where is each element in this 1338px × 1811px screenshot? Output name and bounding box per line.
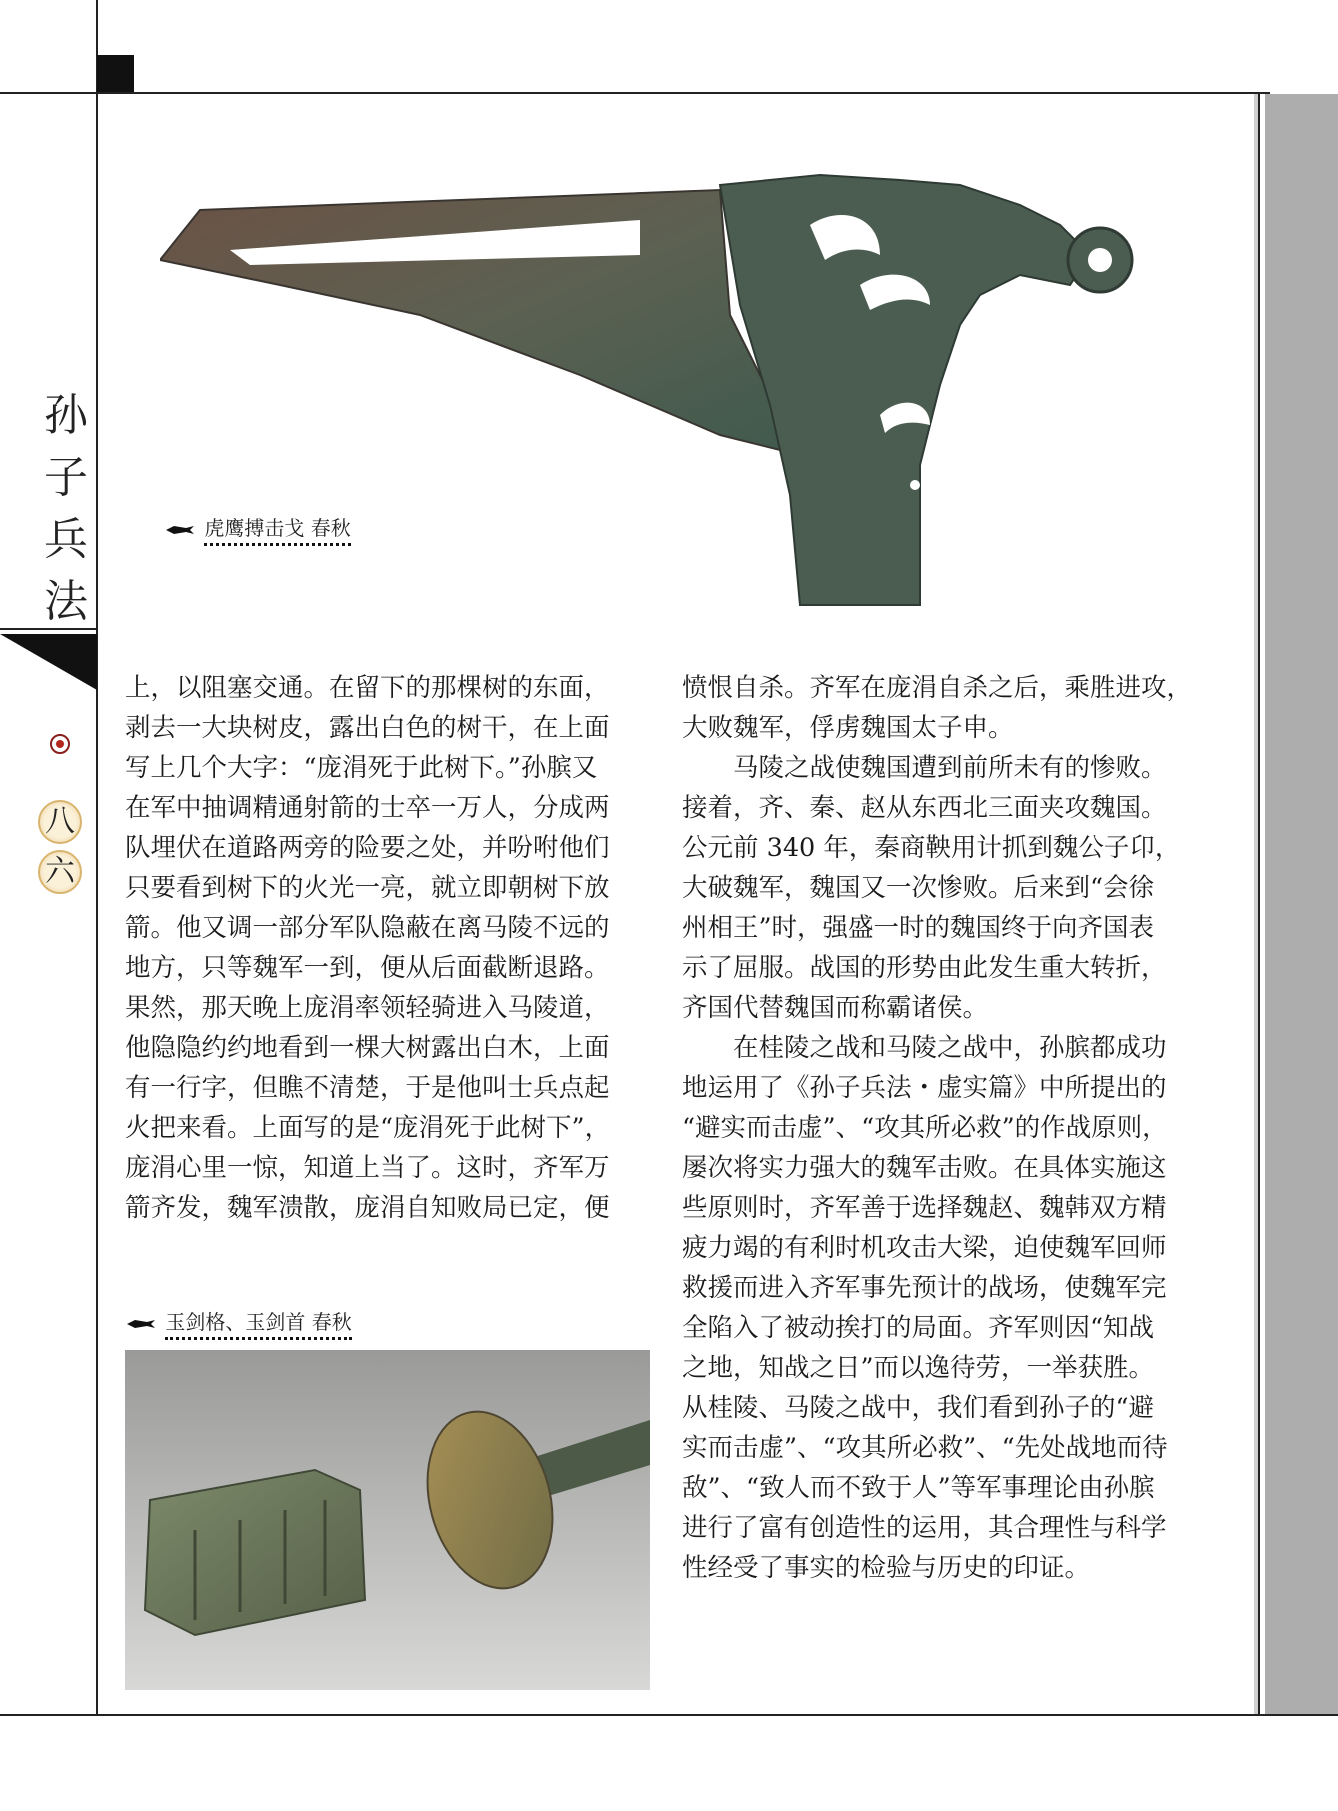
text-line: 在桂陵之战和马陵之战中，孙膑都成功: [682, 1033, 1167, 1063]
text-line: 接着，齐、秦、赵从东西北三面夹攻魏国。: [682, 793, 1167, 823]
left-text-column: [125, 668, 640, 1228]
text-line: 示了屈服。战国的形势由此发生重大转折，: [682, 953, 1167, 983]
text-line: 写上几个大字：“庞涓死于此树下。”孙膑又: [125, 753, 598, 783]
jade-sword-fittings-image: [125, 1350, 650, 1690]
caption-text: 玉剑格、玉剑首 春秋: [165, 1310, 351, 1340]
text-line: 火把来看。上面写的是“庞涓死于此树下”，: [125, 1113, 611, 1143]
text-line: 马陵之战使魏国遭到前所未有的惨败。: [682, 753, 1167, 783]
text-line: 齐国代替魏国而称霸诸侯。: [682, 993, 989, 1023]
text-line: 之地，知战之日”而以逸待劳，一举获胜。: [682, 1353, 1155, 1383]
text-line: 愤恨自杀。齐军在庞涓自杀之后，乘胜进攻，: [682, 673, 1193, 703]
frame-left-rule: [96, 0, 98, 1715]
right-text-column: [682, 668, 1197, 1588]
page-number-char: 六: [38, 850, 82, 894]
text-line: 地方，只等魏军一到，便从后面截断退路。: [125, 953, 610, 983]
text-line: 只要看到树下的火光一亮，就立即朝树下放: [125, 873, 610, 903]
corner-marker: [97, 55, 134, 92]
fish-ornament-icon: [127, 1319, 155, 1329]
frame-top-rule: [0, 92, 1270, 94]
text-line: 屡次将实力强大的魏军击败。在具体实施这: [682, 1153, 1167, 1183]
fish-ornament-icon: [166, 525, 194, 535]
text-line: 有一行字，但瞧不清楚，于是他叫士兵点起: [125, 1073, 610, 1103]
book-title-char: 兵: [44, 514, 88, 565]
frame-bottom-rule: [0, 1714, 1338, 1716]
text-line: 大破魏军，魏国又一次惨败。后来到“会徐: [682, 873, 1155, 903]
text-line: 性经受了事实的检验与历史的印证。: [682, 1553, 1091, 1583]
page-edge-shadow: [1254, 94, 1258, 1714]
text-line: “避实而击虚”、“攻其所必救”的作战原则，: [682, 1113, 1168, 1143]
caption-text: 虎鹰搏击戈 春秋: [204, 516, 350, 546]
text-line: 队埋伏在道路两旁的险要之处，并吩咐他们: [125, 833, 610, 863]
text-line: 救援而进入齐军事先预计的战场，使魏军完: [682, 1273, 1167, 1303]
text-line: 上，以阻塞交通。在留下的那棵树的东面，: [125, 673, 610, 703]
text-line: 剥去一大块树皮，露出白色的树干，在上面: [125, 713, 610, 743]
text-line: 地运用了《孙子兵法・虚实篇》中所提出的: [682, 1073, 1167, 1103]
text-line: 在军中抽调精通射箭的士卒一万人，分成两: [125, 793, 610, 823]
top-figure-caption: [166, 512, 351, 541]
text-line: 箭齐发，魏军溃散，庞涓自知败局已定，便: [125, 1193, 610, 1223]
text-line: 公元前 340 年，秦商鞅用计抓到魏公子卬，: [682, 833, 1181, 863]
book-title-char: 孙: [44, 390, 88, 441]
text-line: 实而击虚”、“攻其所必救”、“先处战地而待: [682, 1433, 1168, 1463]
text-line: 些原则时，齐军善于选择魏赵、魏韩双方精: [682, 1193, 1167, 1223]
frame-right-rule: [1258, 92, 1260, 1715]
book-title-char: 法: [44, 576, 88, 627]
text-line: 从桂陵、马陵之战中，我们看到孙子的“避: [682, 1393, 1155, 1423]
page-edge-strip: [1265, 94, 1338, 1714]
text-line: 庞涓心里一惊，知道上当了。这时，齐军万: [125, 1153, 610, 1183]
text-line: 箭。他又调一部分军队隐蔽在离马陵不远的: [125, 913, 610, 943]
text-line: 州相王”时，强盛一时的魏国终于向齐国表: [682, 913, 1155, 943]
text-line: 进行了富有创造性的运用，其合理性与科学: [682, 1513, 1167, 1543]
title-tab-shape: [0, 630, 97, 690]
text-line: 果然，那天晚上庞涓率领轻骑进入马陵道，: [125, 993, 610, 1023]
text-line: 疲力竭的有利时机攻击大梁，迫使魏军回师: [682, 1233, 1167, 1263]
text-line: 全陷入了被动挨打的局面。齐军则因“知战: [682, 1313, 1155, 1343]
book-title-char: 子: [44, 452, 88, 503]
text-line: 他隐隐约约地看到一棵大树露出白木，上面: [125, 1033, 610, 1063]
page-bullet-icon: [50, 734, 70, 754]
page-number-char: 八: [38, 800, 82, 844]
bottom-figure-caption: [127, 1306, 352, 1335]
text-line: 大败魏军，俘虏魏国太子申。: [682, 713, 1014, 743]
bronze-ge-image: [160, 165, 1210, 625]
book-title-vertical: [38, 385, 94, 633]
text-line: 敌”、“致人而不致于人”等军事理论由孙膑: [682, 1473, 1155, 1503]
